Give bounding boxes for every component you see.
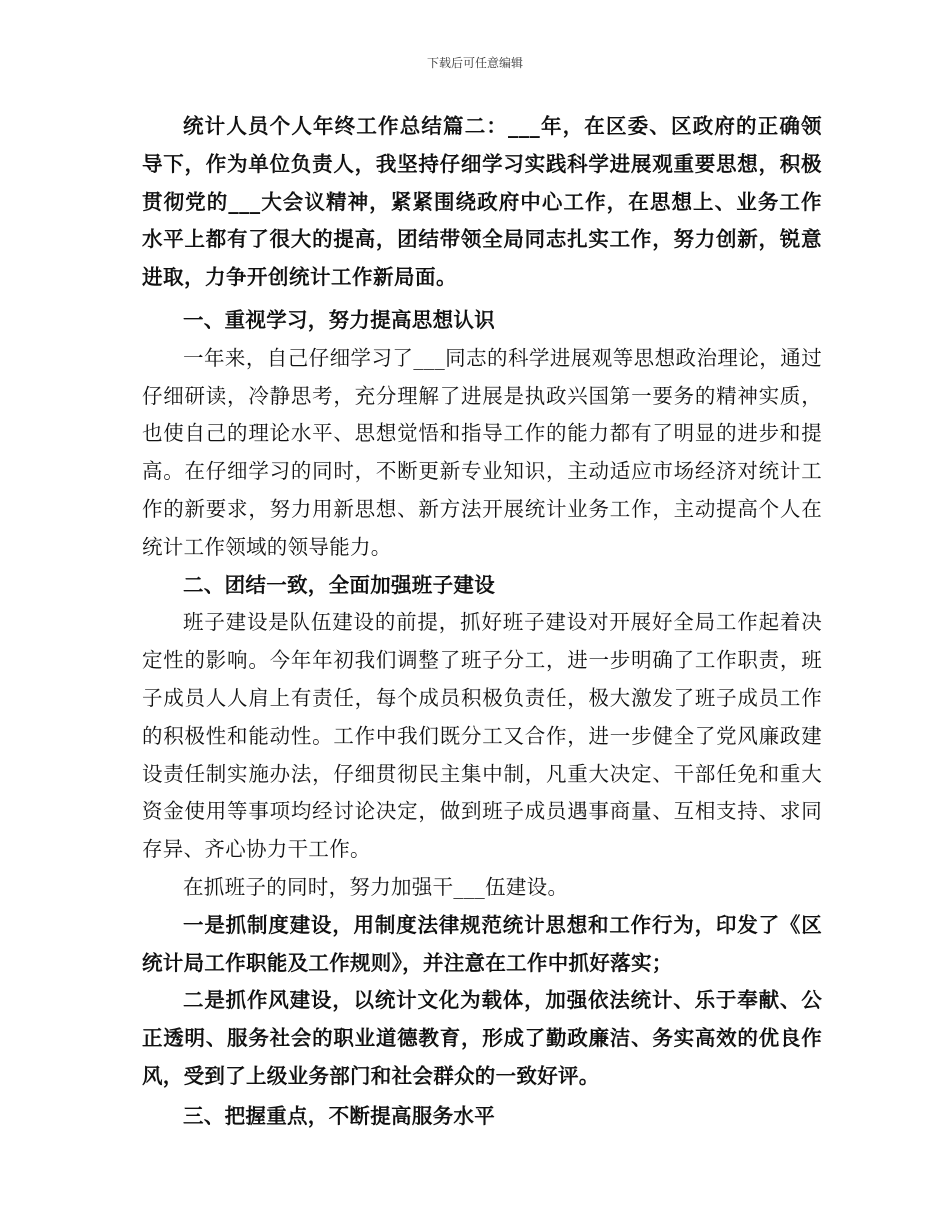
intro-paragraph: 统计人员个人年终工作总结篇二：___年，在区委、区政府的正确领导下，作为单位负责人，我坚持仔细学习实践科学进展观重要思想，积极贯彻党的___大会议精神，紧紧围绕政府中心工作，在思想上、业务工作水平上都有了很大的提高，团结带领全局同志扎实工作，努力创新，锐意进取，力争开创统计工作新局面。 <box>142 114 822 290</box>
section-heading-1: 一、重视学习，努力提高思想认识 <box>183 307 495 332</box>
section-2-paragraph: 班子建设是队伍建设的前提，抓好班子建设对开展好全局工作起着决定性的影响。今年年初我们调整了班子分工，进一步明确了工作职责，班子成员人人肩上有责任，每个成员积极负责任，极大激发了班子成员工作的积极性和能动性。工作中我们既分工又合作，进一步健全了党风廉政建设责任制实施办法，仔细贯彻民主集中制，凡重大决定、干部任免和重大资金使用等事项均经讨论决定，做到班子成员遇事商量、互相支持、求同存异、齐心协力干工作。 <box>142 610 822 862</box>
page-header-note: 下载后可任意编辑 <box>426 56 523 70</box>
section-heading-2: 二、团结一致，全面加强班子建设 <box>183 572 495 597</box>
document-body <box>142 108 822 1136</box>
section-1-paragraph: 一年来，自己仔细学习了___同志的科学进展观等思想政治理论，通过仔细研读，冷静思考，充分理解了进展是执政兴国第一要务的精神实质，也使自己的理论水平、思想觉悟和指导工作的能力都有了明显的进步和提高。在仔细学习的同时，不断更新专业知识，主动适应市场经济对统计工作的新要求，努力用新思想、新方法开展统计业务工作，主动提高个人在统计工作领域的领导能力。 <box>142 345 822 559</box>
section-heading-3: 三、把握重点，不断提高服务水平 <box>183 1103 495 1128</box>
section-2-subintro: 在抓班子的同时，努力加强干___伍建设。 <box>183 874 569 899</box>
point-2-paragraph: 二是抓作风建设，以统计文化为载体，加强依法统计、乐于奉献、公正透明、服务社会的职业道德教育，形成了勤政廉洁、务实高效的优良作风，受到了上级业务部门和社会群众的一致好评。 <box>142 988 822 1088</box>
point-1-paragraph: 一是抓制度建设，用制度法律规范统计思想和工作行为，印发了《区统计局工作职能及工作规则》，并注意在工作中抓好落实； <box>142 912 822 975</box>
